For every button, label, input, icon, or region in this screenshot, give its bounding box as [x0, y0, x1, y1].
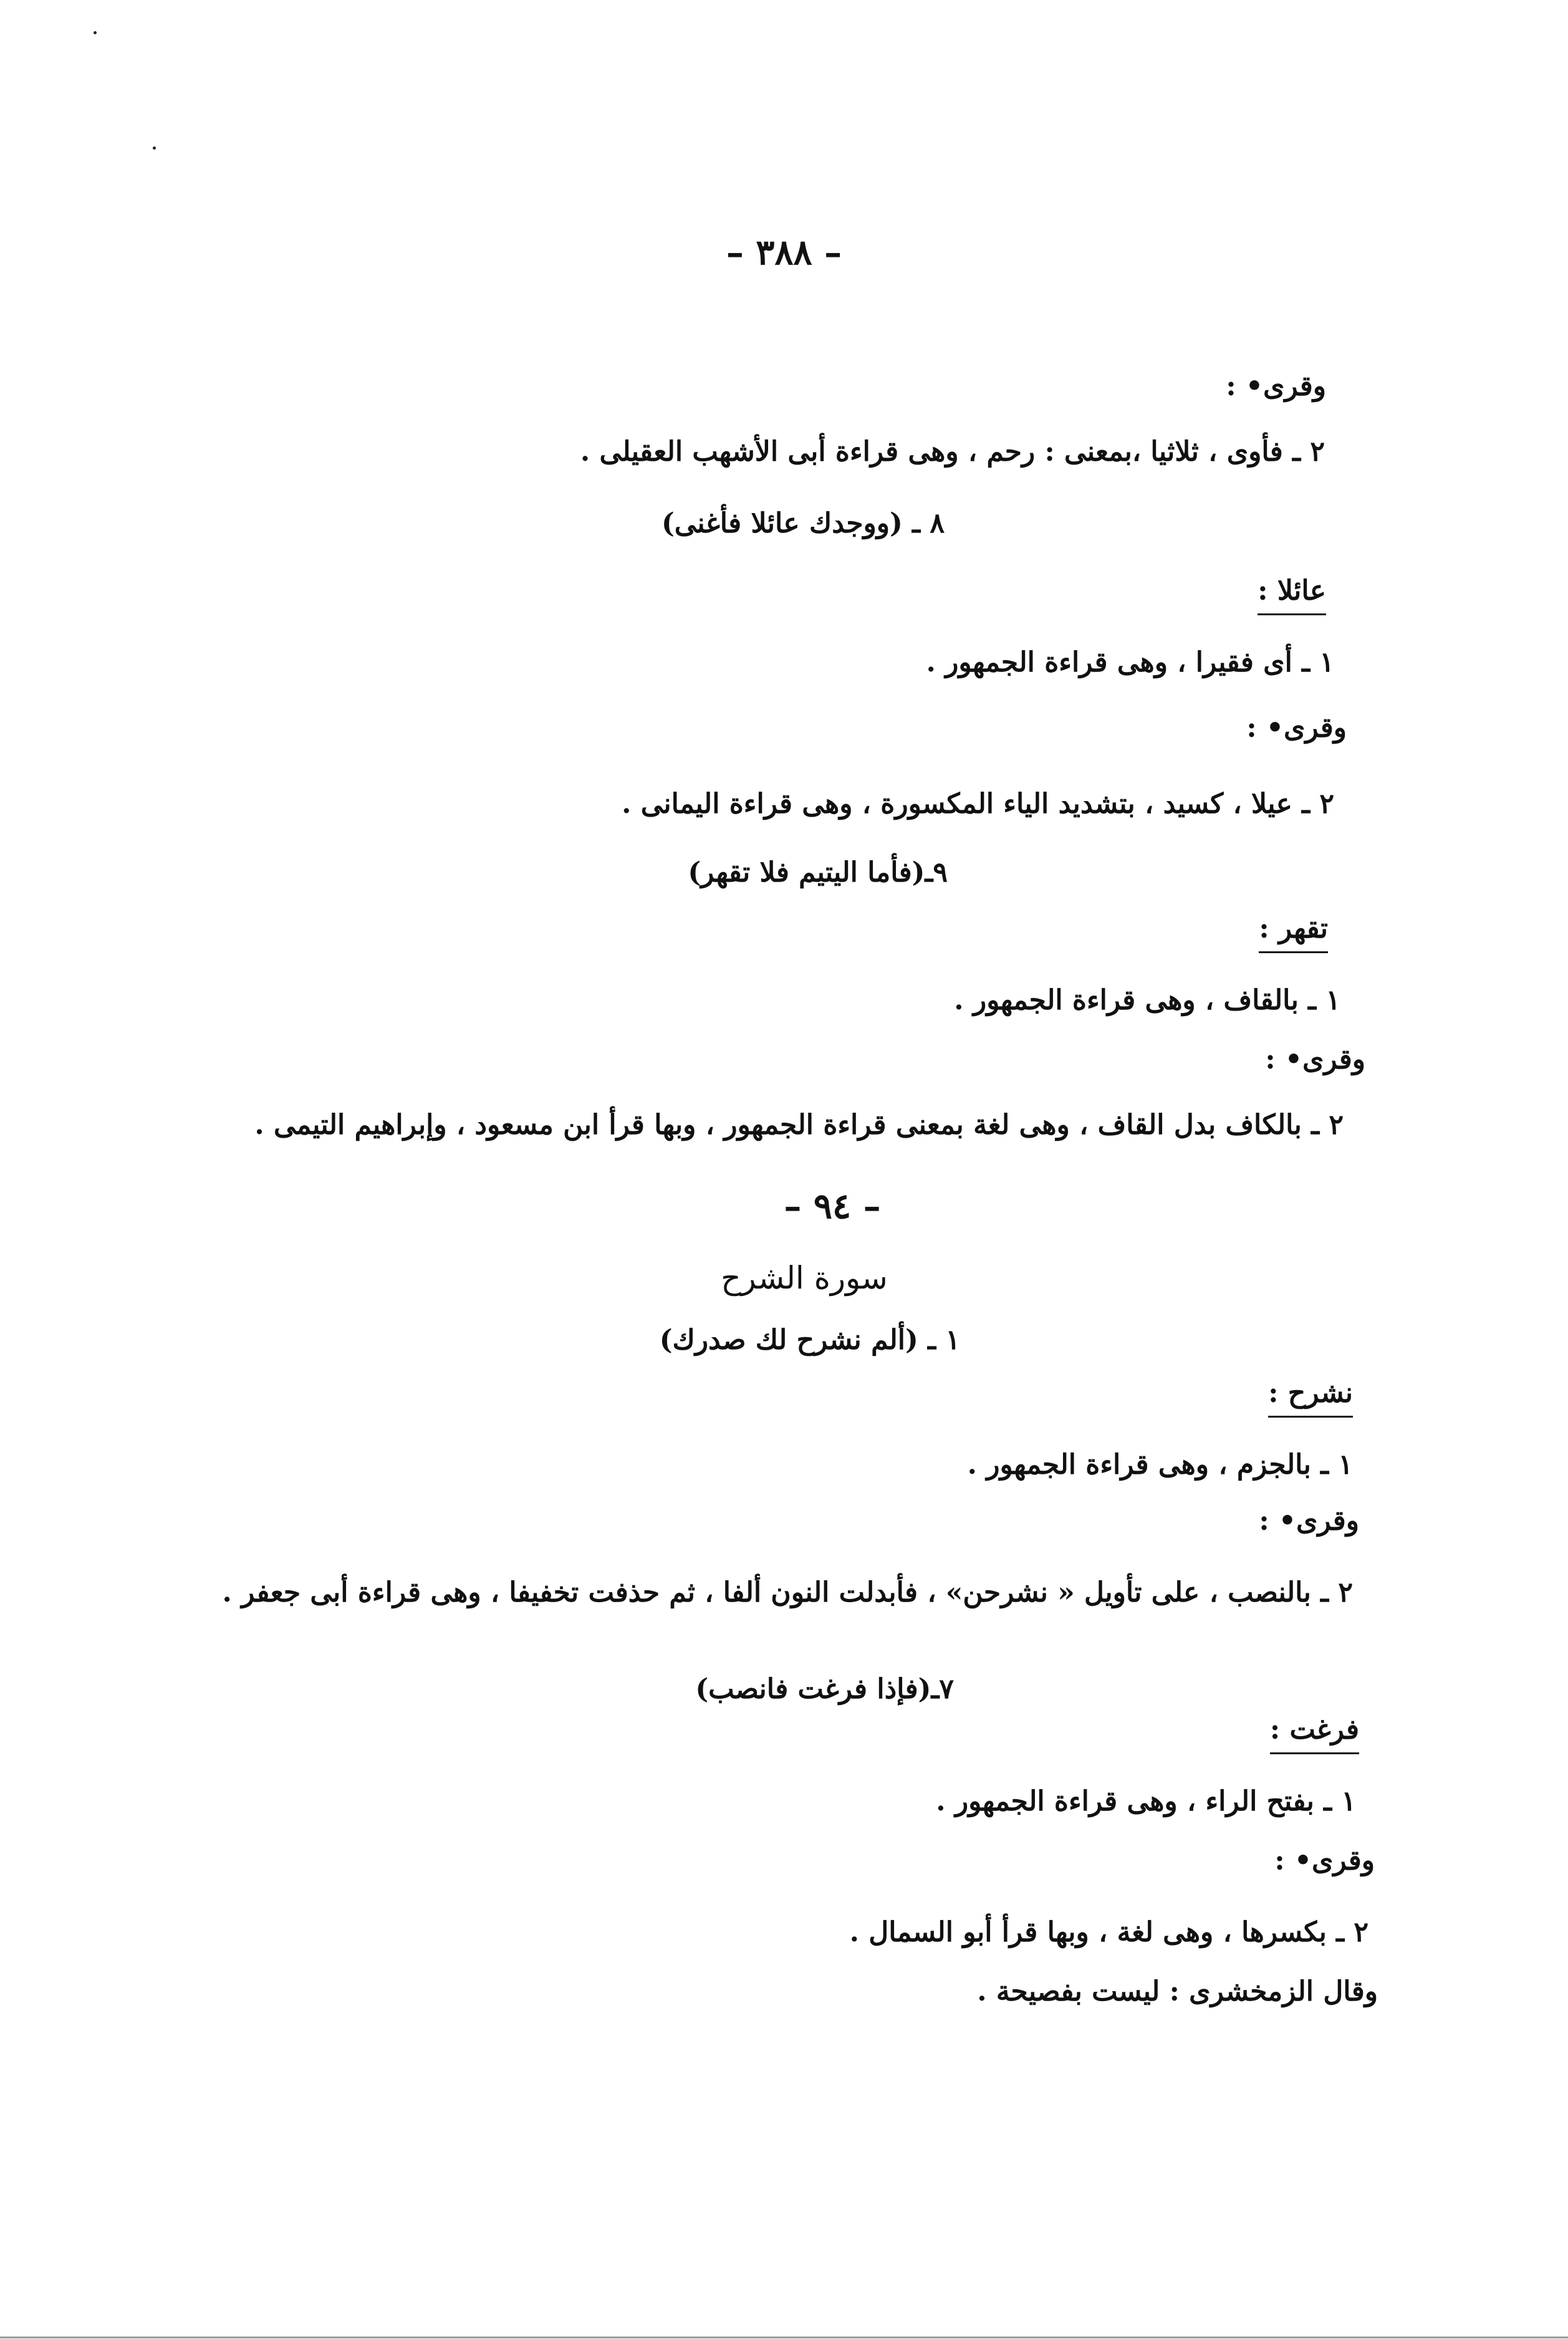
- section-number: – ٩٤ –: [784, 1186, 881, 1227]
- text-line: وقرى• :: [1274, 1845, 1375, 1876]
- headword: نشرح :: [1268, 1375, 1353, 1418]
- headword: تقهر :: [1259, 910, 1328, 953]
- headword-line: [1258, 572, 1326, 615]
- headword-line: [1259, 910, 1328, 953]
- text-line: ١ ـ بالقاف ، وهى قراءة الجمهور .: [954, 984, 1340, 1016]
- verse-line: ١ ـ (ألم نشرح لك صدرك): [659, 1324, 960, 1356]
- text-line: وقرى• :: [1246, 712, 1347, 744]
- surah-title: سورة الشرح: [721, 1260, 888, 1296]
- verse-line: ٧ـ(فإذا فرغت فانصب): [695, 1673, 954, 1705]
- text-line: ١ ـ بفتح الراء ، وهى قراءة الجمهور .: [936, 1785, 1356, 1817]
- text-line: ٢ ـ بالنصب ، على تأويل « نشرحن» ، فأبدلت النون ألفا ، ثم حذفت تخفيفا ، وهى قراءة أبى جعفر .: [222, 1577, 1353, 1608]
- text-line: وقرى• :: [1265, 1044, 1365, 1075]
- scan-speck: [94, 31, 97, 34]
- text-line: ٢ ـ فأوى ، ثلاثيا ،بمعنى : رحم ، وهى قراءة أبى الأشهب العقيلى .: [580, 436, 1325, 468]
- text-line: ٢ ـ عيلا ، كسيد ، بتشديد الياء المكسورة ، وهى قراءة اليمانى .: [622, 788, 1334, 820]
- verse-line: ٨ ـ (ووجدك عائلا فأغنى): [661, 507, 945, 539]
- page-number: – ٣٨٨ –: [726, 232, 842, 273]
- scan-speck: [153, 146, 156, 150]
- verse-line: ٩ـ(فأما اليتيم فلا تقهر): [688, 857, 948, 888]
- page-bottom-rule: [0, 2337, 1568, 2338]
- headword: عائلا :: [1258, 572, 1326, 615]
- headword: فرغت :: [1270, 1711, 1359, 1754]
- headword-line: [1268, 1375, 1353, 1418]
- text-line: ٢ ـ بالكاف بدل القاف ، وهى لغة بمعنى قراءة الجمهور ، وبها قرأ ابن مسعود ، وإبراهيم التيمى .: [254, 1109, 1344, 1141]
- text-line: وقرى• :: [1226, 370, 1326, 402]
- text-line: ١ ـ أى فقيرا ، وهى قراءة الجمهور .: [926, 646, 1334, 678]
- text-line: وقرى• :: [1259, 1505, 1359, 1537]
- text-line: وقال الزمخشرى : ليست بفصيحة .: [977, 1976, 1378, 2007]
- text-line: ١ ـ بالجزم ، وهى قراءة الجمهور .: [967, 1449, 1353, 1481]
- text-line: ٢ ـ بكسرها ، وهى لغة ، وبها قرأ أبو السمال .: [849, 1916, 1368, 1948]
- headword-line: [1270, 1711, 1359, 1754]
